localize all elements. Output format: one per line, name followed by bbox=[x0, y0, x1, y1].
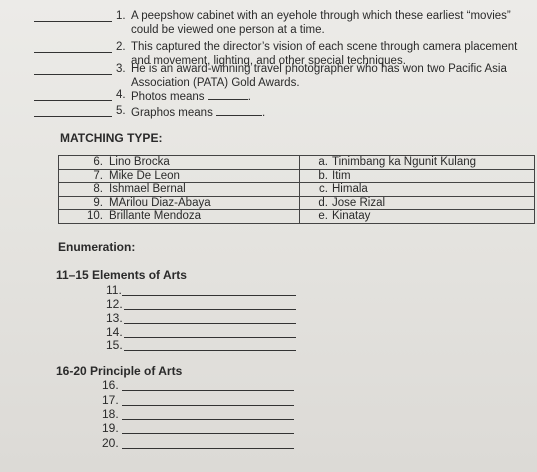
enum-number: 14. bbox=[106, 325, 123, 339]
inline-blank-5[interactable] bbox=[216, 105, 262, 116]
enum-blank[interactable] bbox=[124, 323, 296, 324]
question-number-3: 3. bbox=[116, 63, 126, 75]
enum-number: 12. bbox=[106, 297, 123, 311]
matching-choice-text: Himala bbox=[332, 183, 368, 195]
matching-item-10 bbox=[59, 210, 300, 224]
question-number-2: 2. bbox=[116, 41, 126, 53]
matching-letter: b. bbox=[318, 169, 328, 182]
answer-blank-4[interactable] bbox=[34, 100, 112, 101]
enum-number: 17. bbox=[102, 393, 119, 407]
enum-blank[interactable] bbox=[124, 350, 296, 351]
question-5-text: Graphos means bbox=[131, 107, 213, 119]
matching-name: Brillante Mendoza bbox=[109, 210, 202, 222]
answer-blank-5[interactable] bbox=[34, 116, 112, 117]
matching-num: 6. bbox=[93, 156, 103, 168]
matching-num: 7. bbox=[93, 169, 103, 182]
elements-of-arts-heading: 11–15 Elements of Arts bbox=[56, 268, 187, 282]
matching-num: 8. bbox=[93, 183, 103, 195]
enum-blank[interactable] bbox=[124, 337, 296, 338]
question-text-5 bbox=[131, 105, 331, 121]
matching-row bbox=[59, 196, 535, 210]
enum-item-15[interactable] bbox=[106, 338, 123, 352]
matching-type-heading: MATCHING TYPE: bbox=[60, 131, 163, 145]
question-number-5: 5. bbox=[116, 105, 126, 117]
matching-row bbox=[59, 169, 535, 183]
question-text-3 bbox=[131, 63, 531, 90]
matching-item-9 bbox=[59, 196, 300, 210]
question-1-line-2: could be viewed one person at a time. bbox=[131, 23, 325, 36]
matching-choice-a bbox=[300, 156, 535, 170]
matching-letter: a. bbox=[318, 156, 328, 168]
matching-choice-text: Tinimbang ka Ngunit Kulang bbox=[332, 156, 477, 168]
question-number-1: 1. bbox=[116, 10, 126, 22]
enum-item-13[interactable] bbox=[106, 311, 123, 325]
question-text-1 bbox=[131, 10, 531, 37]
enum-number: 18. bbox=[102, 407, 119, 421]
answer-blank-3[interactable] bbox=[34, 74, 112, 75]
enum-blank[interactable] bbox=[122, 405, 294, 406]
matching-row bbox=[59, 183, 535, 197]
matching-num: 10. bbox=[87, 210, 103, 222]
question-5-tail: . bbox=[262, 107, 266, 119]
inline-blank-4[interactable] bbox=[208, 89, 248, 100]
enum-number: 13. bbox=[106, 311, 123, 325]
matching-letter: c. bbox=[319, 183, 328, 195]
enumeration-heading: Enumeration: bbox=[58, 240, 136, 254]
matching-choice-text: Jose Rizal bbox=[332, 196, 386, 209]
matching-num: 9. bbox=[93, 196, 103, 209]
question-text-4 bbox=[131, 89, 331, 105]
matching-name: Mike De Leon bbox=[109, 169, 180, 182]
matching-choice-e bbox=[300, 210, 535, 224]
enum-blank[interactable] bbox=[122, 433, 294, 434]
enum-blank[interactable] bbox=[124, 309, 296, 310]
enum-number: 15. bbox=[106, 338, 123, 352]
enum-blank[interactable] bbox=[122, 448, 294, 449]
enum-number: 11. bbox=[106, 283, 122, 297]
matching-name: Lino Brocka bbox=[109, 156, 170, 168]
matching-name: MArilou Diaz-Abaya bbox=[109, 196, 211, 209]
enum-number: 20. bbox=[102, 436, 119, 450]
enum-item-14[interactable] bbox=[106, 325, 123, 339]
question-2-line-2: and movement, lighting, and other special techniques. bbox=[131, 54, 406, 67]
matching-choice-d bbox=[300, 196, 535, 210]
enum-blank[interactable] bbox=[122, 295, 296, 296]
enum-number: 16. bbox=[102, 378, 119, 392]
enum-number: 19. bbox=[102, 421, 119, 435]
matching-choice-c bbox=[300, 183, 535, 197]
enum-item-17[interactable] bbox=[102, 393, 119, 407]
matching-row bbox=[59, 156, 535, 170]
matching-letter: d. bbox=[318, 196, 328, 209]
question-1-line-1: A peepshow cabinet with an eyehole through which these earliest “movies” bbox=[131, 10, 511, 22]
matching-choice-b bbox=[300, 169, 535, 183]
answer-blank-2[interactable] bbox=[34, 52, 112, 53]
matching-item-7 bbox=[59, 169, 300, 183]
answer-blank-1[interactable] bbox=[34, 21, 112, 22]
question-4-tail: . bbox=[247, 91, 251, 103]
enum-item-11[interactable] bbox=[106, 283, 122, 297]
enum-item-16[interactable] bbox=[102, 378, 119, 392]
matching-choice-text: Itim bbox=[332, 169, 351, 182]
matching-item-8 bbox=[59, 183, 300, 197]
enum-blank[interactable] bbox=[122, 390, 294, 391]
matching-choice-text: Kinatay bbox=[332, 210, 371, 222]
question-3-line-2: Association (PATA) Gold Awards. bbox=[131, 76, 300, 89]
matching-table bbox=[58, 155, 535, 224]
matching-row bbox=[59, 210, 535, 224]
enum-item-12[interactable] bbox=[106, 297, 123, 311]
matching-item-6 bbox=[59, 156, 300, 170]
matching-name: Ishmael Bernal bbox=[109, 183, 186, 195]
question-4-text: Photos means bbox=[131, 91, 205, 103]
enum-item-18[interactable] bbox=[102, 407, 119, 421]
principle-of-arts-heading: 16-20 Principle of Arts bbox=[56, 364, 183, 378]
matching-letter: e. bbox=[318, 210, 328, 222]
enum-item-19[interactable] bbox=[102, 421, 119, 435]
question-3-line-1: He is an award-winning travel photographer who has won two Pacific Asia bbox=[131, 63, 507, 75]
question-number-4: 4. bbox=[116, 89, 126, 101]
question-2-line-1: This captured the director’s vision of each scene through camera placement bbox=[131, 41, 518, 53]
enum-blank[interactable] bbox=[122, 419, 294, 420]
enum-item-20[interactable] bbox=[102, 436, 119, 450]
